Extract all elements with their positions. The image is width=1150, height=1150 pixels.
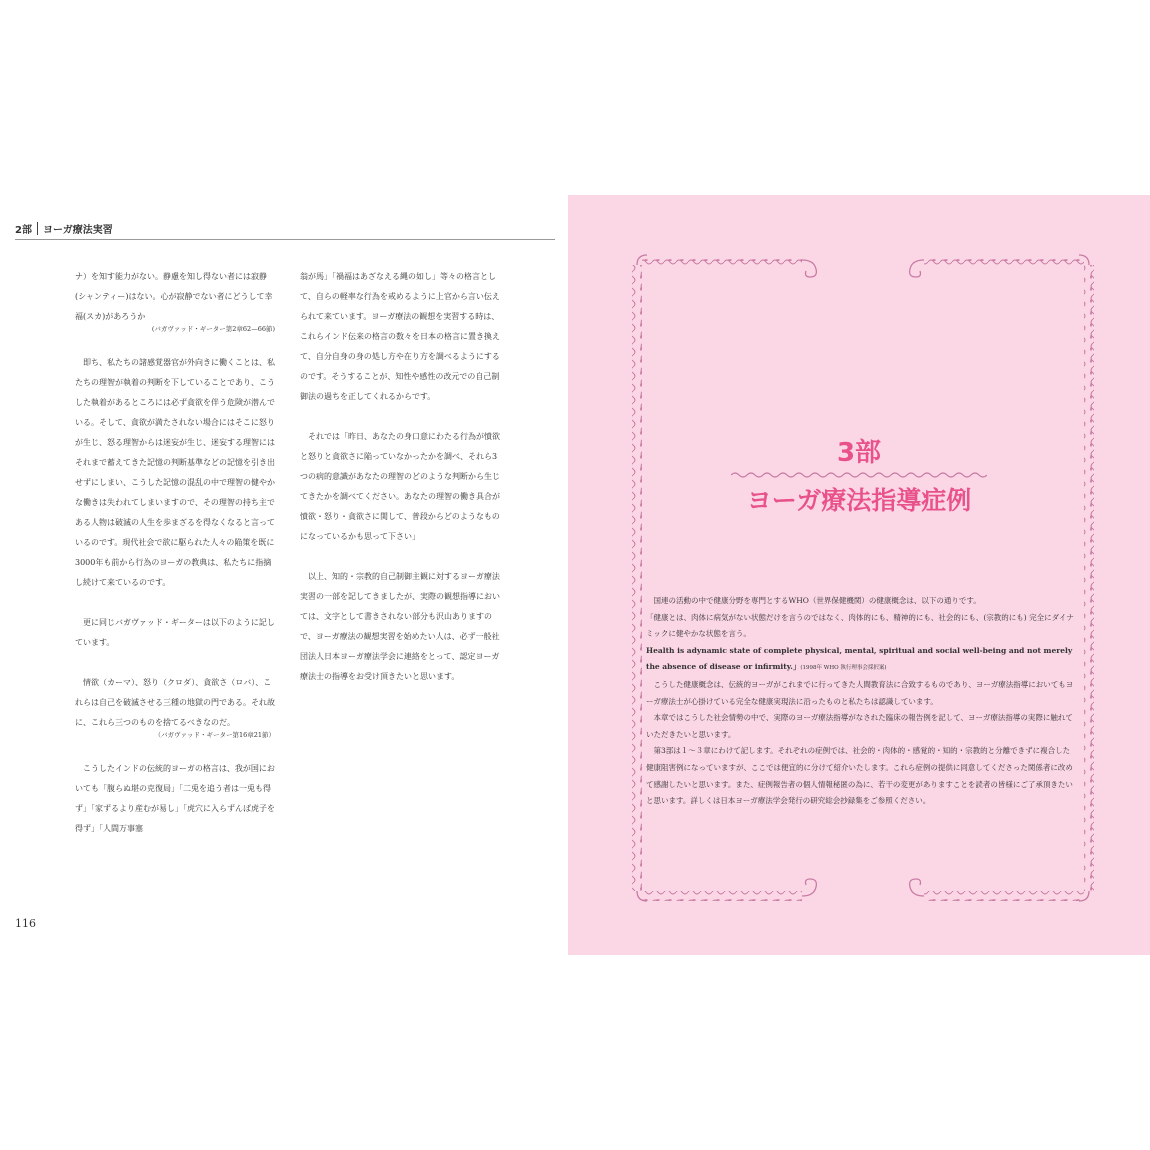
col1-paragraph: こうしたインドの伝統的ヨーガの格言は、我が国においても「腹らぬ堪の克復局」「二兎を追う者は一兎も得ず」「家ずるより産むが易し」「虎穴に入らずんば虎子を得ず」「人間万事塞 bbox=[75, 764, 275, 833]
title-wave-rule bbox=[731, 471, 987, 479]
intro-english-text: Health is adynamic state of complete physical, mental, spiritual and social well-being and not merely the absence of disease or infirmity.」 bbox=[646, 645, 1073, 672]
col1-paragraph: ナ）を知す能力がない。静慮を知し得ない者には寂静(シャンティー)はない。心が寂静でない者にどうして幸福(スカ)があろうか bbox=[75, 272, 273, 321]
running-header bbox=[15, 221, 113, 236]
intro-paragraph: 「健康とは、肉体に病気がない状態だけを言うのではなく、肉体的にも、精神的にも、社会的にも、(宗教的にも) 完全にダイナミックに健やかな状態を言う。 bbox=[646, 612, 1074, 639]
text-column-2 bbox=[300, 267, 500, 707]
col1-quote: 情欲（カーマ）、怒り（クロダ）、貪欲さ（ロバ）、これらは自己を破滅させる三種の地獄の門である。それ故に、これら三つのものを捨てるべきなのだ。 bbox=[75, 678, 275, 727]
intro-paragraph: 国連の活動の中で健康分野を専門とするWHO（世界保健機関）の健康概念は、以下の通りです。 bbox=[653, 596, 981, 605]
intro-paragraph: こうした健康概念は、伝統的ヨーガがこれまでに行ってきた人間教育法に合致するものであり、ヨーガ療法指導においてもヨーガ療法士が心掛けている完全な健康実現法に沿ったものと私たちは認識しています。 bbox=[646, 679, 1074, 706]
col2-paragraph: 以上、知的・宗教的自己制御主観に対するヨーガ療法実習の一部を記してきましたが、実際の観想指導においては、文字として書きされない部分も沢山ありますので、ヨーガ療法の観想実習を始めたい人は、必ず一般社団法人日本ヨーガ療法学会に連絡をとって、認定ヨーガ療法士の指導をお受け頂きたいと思います。 bbox=[300, 572, 500, 681]
page-number: 116 bbox=[15, 917, 36, 930]
left-page bbox=[0, 195, 565, 955]
text-column-1 bbox=[75, 267, 275, 859]
col2-paragraph: 翁が馬」「禍福はあざなえる縄の如し」等々の格言として、自らの軽率な行為を戒めるように上官から言い伝えられて来ています。ヨーガ療法の観想を実習する時は、これらインド伝来の格言の数々を日本の格言に置き換えて、自分自身の身の処し方や在り方を調べるようにするのです。そうすることが、知性や感性の改元での自己制御法の過ちを正してくれるからです。 bbox=[300, 272, 500, 401]
header-separator bbox=[37, 222, 38, 235]
intro-paragraph: 本章ではこうした社会情勢の中で、実際のヨーガ療法指導がなされた臨床の報告例を記して、ヨーガ療法指導の実際に触れていただきたいと思います。 bbox=[646, 713, 1073, 739]
intro-english-definition bbox=[646, 643, 1076, 677]
right-page bbox=[568, 195, 1150, 955]
header-part: 2部 bbox=[15, 225, 32, 236]
part-label: 3部 bbox=[836, 438, 882, 468]
section-title: ヨーガ療法指導症例 bbox=[746, 486, 972, 515]
col1-citation: （バガヴァッド・ギーター第16章21節） bbox=[154, 731, 275, 739]
header-title: ヨーガ療法実習 bbox=[42, 225, 113, 236]
intro-paragraph: 第3部は１～３章にわけて記します。それぞれの症例では、社会的・肉体的・感覚的・知的・宗教的と分離できずに複合した健康阻害例になっていますが、ここでは便宜的に分けて紹介いたします。これら症例の提供に同意してくださった関係者に改めて感謝したいと思います。また、症例報告者の個人情報秘匿の為に、若干の変更がありますことを読者の皆様にご了承頂きたいと思います。詳しくは日本ヨーガ療法学会発行の研究総会抄録集をご参照ください。 bbox=[646, 746, 1073, 806]
header-rule bbox=[15, 239, 555, 240]
col1-paragraph: 更に同じバガヴァッド・ギーターは以下のように記しています。 bbox=[75, 618, 275, 647]
col2-paragraph: それでは「昨日、あなたの身口意にわたる行為が憤欲と怒りと貪欲さに陥っていなかったかを調べ、それら3つの病的意識があなたの理智のどのような判断から生じてきたかを調べてください。あなたの理智の働き具合が憤欲・怒り・貪欲さに関して、普段からどのようなものになっているかも思って下さい」 bbox=[300, 432, 500, 541]
col1-citation: (バガヴァッド・ギーター第2章62—66節) bbox=[151, 325, 275, 333]
intro-english-source: (1998年 WHO 執行理事会採択案) bbox=[800, 665, 887, 672]
col1-paragraph: 即ち、私たちの諸感覚器官が外向きに働くことは、私たちの理智が執着の判断を下していることであり、こうした執着があるところには必ず貪欲を伴う危険が潜んでいる。そして、貪欲が満たされない場合にはそこに怒りが生じ、怒る理智からは迷妄が生じ、迷妄する理智にはそれまで蓄えてきた記憶の判断基準などの記憶を引き出せずにしまい、こうした記憶の混乱の中で理智の健やかな働きは失われてしまいますので、その理智の持ち主である人物は破滅の人生を歩まざるを得なくなると言っているのです。現代社会で欲に駆られた人々の陥策を既に3000年も前から行為のヨーガの教典は、私たちに指摘し続けて来ているのです。 bbox=[75, 358, 275, 587]
intro-text bbox=[646, 593, 1076, 810]
